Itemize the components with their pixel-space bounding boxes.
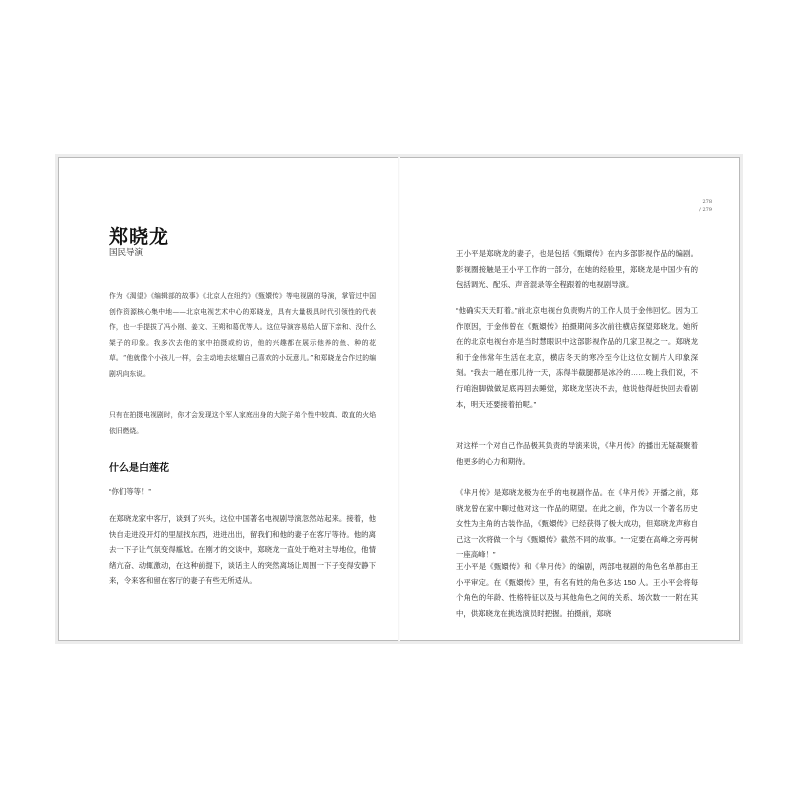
body-paragraph: 王小平是郑晓龙的妻子，也是包括《甄嬛传》在内多部影视作品的编剧。影视圈接触是王小平工作的一部分，在她的经验里，郑晓龙是中国少有的包括调光、配乐、声音混录等全程跟着的电视剧导演。: [456, 249, 698, 290]
section-heading: 什么是白莲花: [109, 463, 169, 474]
book-gutter: [398, 157, 400, 641]
page-number-right: / 279: [699, 207, 712, 213]
body-paragraph: 《芈月传》是郑晓龙极为在乎的电视剧作品。在《芈月传》开播之前，郑晓龙曾在家中聊过他对这一作品的期望。在此之前，作为以一个著名历史女性为主角的古装作品，《甄嬛传》已经获得了极大成功，但郑晓龙声称自己这一次将做一个与《甄嬛传》截然不同的故事。“一定要在高峰之旁再树一座高峰！”: [456, 488, 698, 560]
body-paragraph: 王小平是《甄嬛传》和《芈月传》的编剧，两部电视剧的角色名单都由王小平审定。在《甄嬛传》里，有名有姓的角色多达 150 人。王小平会将每个角色的年龄、性格特征以及与其他角色之间的关系、场次数一一附在其中，供郑晓龙在挑选演员时把握。拍摄前，郑晓: [456, 562, 698, 618]
body-paragraph: “他确实天天盯着。”前北京电视台负责购片的工作人员于金伟回忆。因为工作原因，于金伟曾在《甄嬛传》拍摄期间多次前往横店探望郑晓龙。她所在的北京电视台亦是当时慧眼识中这部影视作品的几家卫视之一。郑晓龙和于金伟常年生活在北京，横店冬天的寒冷至今让这位女制片人印象深刻。“我去一趟在那儿待一天，冻得半截腿都是冰冷的……晚上我们说，不行咱泡脚做做足底再回去睡觉，郑晓龙坚决不去，他说他得赶快回去看剧本，明天还要接着拍呢。”: [456, 306, 698, 409]
page-title: 郑晓龙: [109, 226, 170, 248]
page-numbers: [699, 198, 712, 214]
body-paragraph: 在郑晓龙家中客厅，谈到了兴头，这位中国著名电视剧导演忽然站起来。接着，他快自走进没开灯的里屋找东西，进进出出，留我们和他的妻子在客厅等待。他的离去一下子让气氛变得尴尬。在刚才的交谈中，郑晓龙一直处于绝对主导地位，他情绪亢奋、动辄激动，在这种前提下，谈话主人的突然离场让周围一下子变得安静下来，令来客和留在客厅的妻子有些无所适从。: [109, 514, 376, 586]
body-paragraph: “你们等等！”: [109, 487, 151, 496]
intro-paragraph: 只有在拍摄电视剧时，你才会发现这个军人家庭出身的大院子弟个性中较真、敢直的火焰依旧燃烧。: [109, 411, 376, 435]
page-subtitle: 国民导演: [109, 248, 144, 258]
body-paragraph: 对这样一个对自己作品极其负责的导演来说，《芈月传》的播出无疑凝聚着他更多的心力和期待。: [456, 441, 698, 466]
page-number-left: 278: [702, 199, 712, 205]
intro-paragraph: 作为《渴望》《编辑部的故事》《北京人在纽约》《甄嬛传》等电视剧的导演，掌管过中国创作资源核心集中地——北京电视艺术中心的郑晓龙，具有大量极具时代引领性的代表作，也一手提拔了冯小刚、姜文、王朔和葛优等人。这位导演容易给人留下亲和、没什么架子的印象。我多次去他的家中拍摄或約访，他的兴趣都在展示他养的鱼、种的花草。“他就像个小孩儿一样，会主动地去炫耀自己喜欢的小玩意儿。”和郑晓龙合作过的编剧巩向东说。: [109, 292, 376, 378]
